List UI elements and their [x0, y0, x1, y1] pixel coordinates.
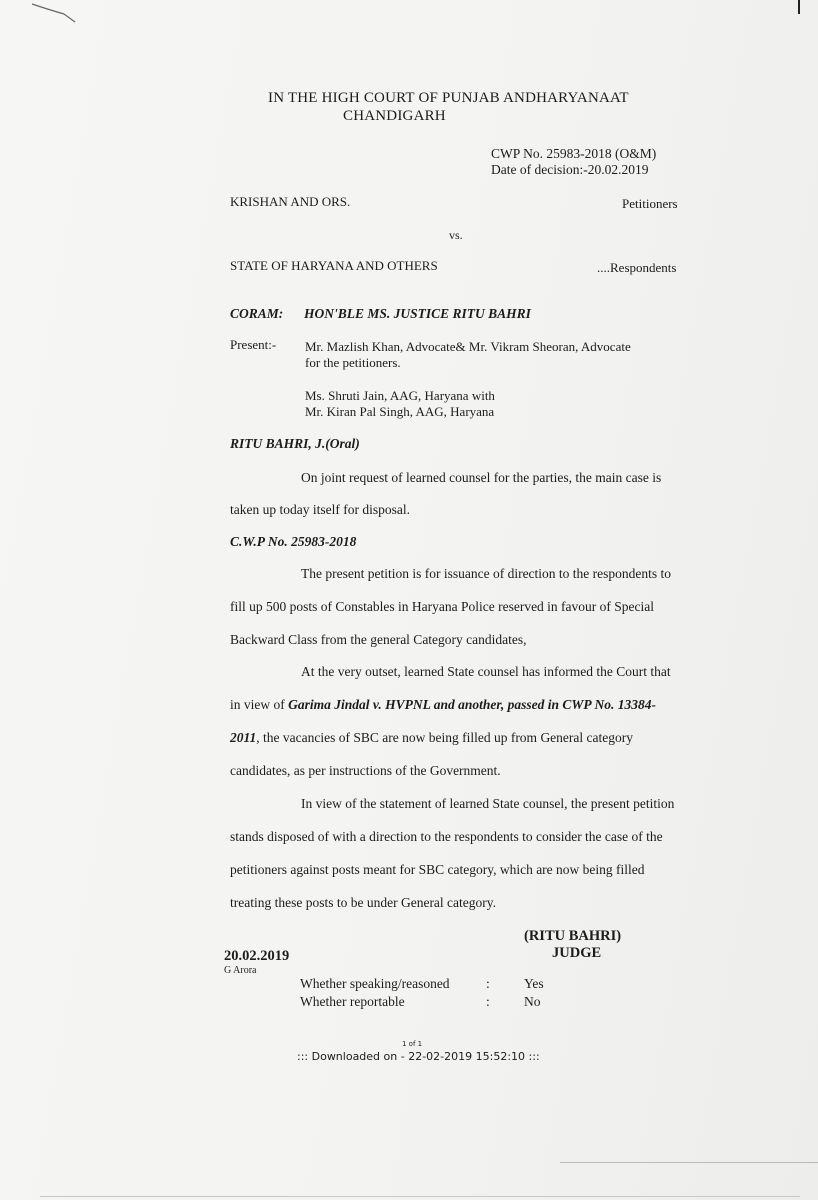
- para3-line4: candidates, as per instructions of the Government.: [230, 763, 501, 778]
- decision-date: Date of decision:-20.02.2019: [491, 162, 649, 177]
- state-counsel-line1: Ms. Shruti Jain, AAG, Haryana with: [305, 388, 495, 403]
- speaking-value: Yes: [524, 976, 544, 991]
- court-name-line2: CHANDIGARH: [343, 108, 446, 124]
- para3-line2: [230, 697, 656, 713]
- order-heading: RITU BAHRI, J.(Oral): [230, 436, 360, 451]
- judge-signature-title: JUDGE: [552, 945, 602, 961]
- corner-mark: [798, 0, 800, 14]
- petitioner-counsel-line1: Mr. Mazlish Khan, Advocate& Mr. Vikram Sheoran, Advocate: [305, 339, 631, 354]
- para1-line1: On joint request of learned counsel for the parties, the main case is: [301, 470, 662, 485]
- present-label: Present:-: [230, 337, 277, 352]
- reportable-label: Whether reportable: [300, 994, 405, 1009]
- petitioner-name: KRISHAN AND ORS.: [230, 194, 351, 209]
- respondent-name: STATE OF HARYANA AND OTHERS: [230, 258, 438, 273]
- scan-edge-line: [560, 1162, 818, 1163]
- reportable-colon: :: [486, 994, 490, 1009]
- para3-line3-rest: , the vacancies of SBC are now being filled up from General category: [256, 730, 634, 745]
- para2-line1: The present petition is for issuance of direction to the respondents to: [301, 566, 672, 581]
- para2-line2: fill up 500 posts of Constables in Haryana Police reserved in favour of Special: [230, 599, 655, 614]
- clerk-name: G Arora: [224, 965, 257, 976]
- download-stamp: ::: Downloaded on - 22-02-2019 15:52:10 :::: [297, 1050, 540, 1063]
- versus-label: vs.: [449, 228, 463, 242]
- para3-line3: [230, 730, 633, 746]
- reportable-value: No: [524, 994, 541, 1009]
- petitioner-counsel-line2: for the petitioners.: [305, 355, 401, 370]
- scan-mark-icon: [30, 0, 80, 25]
- respondent-role: ....Respondents: [597, 260, 677, 275]
- page-count: 1 of 1: [402, 1040, 423, 1048]
- para2-line3: Backward Class from the general Category candidates,: [230, 632, 527, 647]
- para4-line2: stands disposed of with a direction to the respondents to consider the case of the: [230, 829, 663, 844]
- speaking-label: Whether speaking/reasoned: [300, 976, 450, 991]
- coram-label: CORAM:: [230, 306, 284, 321]
- footer-date: 20.02.2019: [224, 948, 290, 964]
- state-counsel-line2: Mr. Kiran Pal Singh, AAG, Haryana: [305, 404, 495, 419]
- court-name-line1: IN THE HIGH COURT OF PUNJAB ANDHARYANAAT: [268, 90, 629, 106]
- para4-line1: In view of the statement of learned State counsel, the present petition: [301, 796, 675, 811]
- citation-year: 2011: [230, 730, 257, 745]
- petitioner-role: Petitioners: [622, 196, 678, 211]
- scan-bottom-line: [40, 1196, 800, 1197]
- coram-judge: HON'BLE MS. JUSTICE RITU BAHRI: [304, 306, 531, 321]
- case-citation: Garima Jindal v. HVPNL and another, passed in CWP No. 13384-: [288, 697, 657, 712]
- para4-line3: petitioners against posts meant for SBC category, which are now being filled: [230, 862, 645, 877]
- case-number: CWP No. 25983-2018 (O&M): [491, 146, 657, 161]
- para4-line4: treating these posts to be under General category.: [230, 895, 497, 910]
- para3-line2-prefix: in view of: [230, 697, 285, 712]
- speaking-colon: :: [486, 976, 490, 991]
- cwp-heading: C.W.P No. 25983-2018: [230, 534, 357, 549]
- para1-line2: taken up today itself for disposal.: [230, 502, 410, 517]
- judge-signature-name: (RITU BAHRI): [524, 928, 622, 944]
- para3-line1: At the very outset, learned State counsel has informed the Court that: [301, 664, 671, 679]
